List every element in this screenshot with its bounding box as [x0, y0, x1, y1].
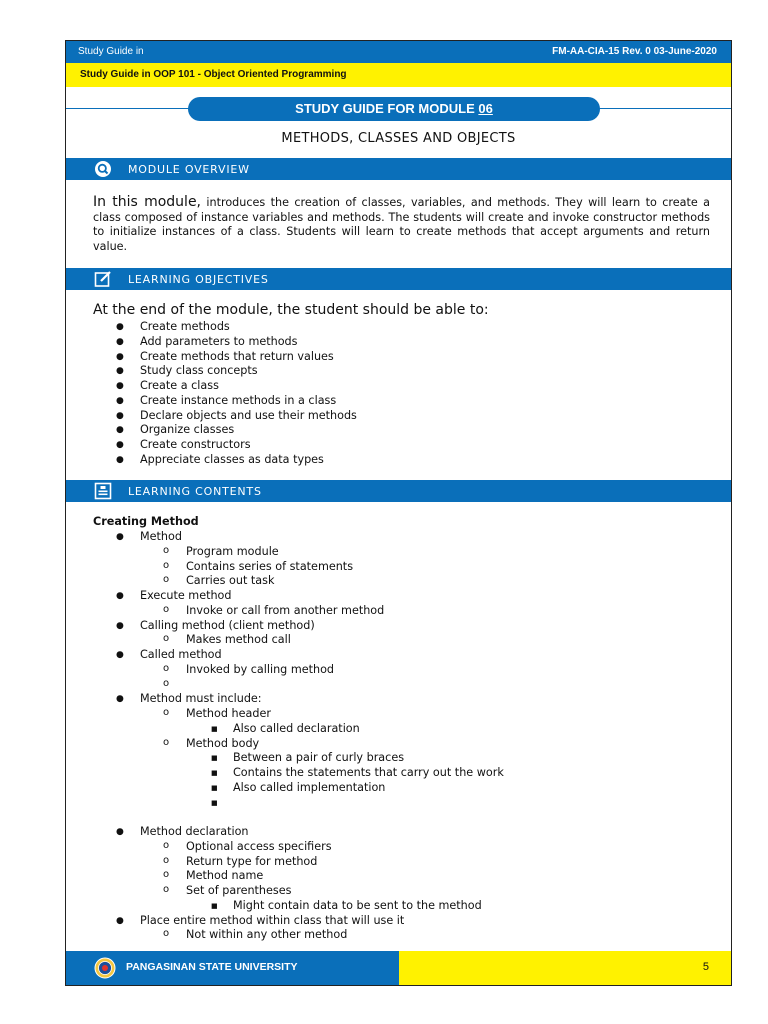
- bullet-icon: ●: [116, 694, 124, 705]
- bullet-icon: ●: [116, 620, 124, 631]
- objective-text: Create a class: [140, 379, 219, 392]
- outline-text: Calling method (client method): [140, 618, 315, 632]
- objective-text: Organize classes: [140, 423, 235, 437]
- study-guide-page: [65, 40, 732, 986]
- bullet-icon: ●: [116, 336, 124, 347]
- bullet-icon: ■: [211, 798, 218, 807]
- footer-blue-band: [66, 951, 399, 985]
- bullet-icon: o: [163, 559, 170, 571]
- outline-text: Carries out task: [186, 574, 275, 588]
- bullet-icon: ■: [211, 754, 218, 763]
- bullet-icon: ●: [116, 351, 124, 362]
- bullet-icon: ●: [116, 591, 124, 601]
- bullet-icon: ●: [116, 440, 124, 450]
- bullet-icon: o: [163, 928, 170, 940]
- section-header-contents: [66, 480, 731, 502]
- outline-text: Contains the statements that carry out the work: [233, 766, 504, 779]
- outline-text: Method: [140, 530, 182, 543]
- bullet-icon: ●: [116, 381, 124, 391]
- outline-text: Set of parentheses: [186, 884, 292, 897]
- objective-text: Add parameters to methods: [140, 334, 298, 348]
- module-number: 06: [478, 101, 493, 116]
- bullet-icon: ■: [211, 769, 218, 777]
- module-subtitle: METHODS, CLASSES AND OBJECTS: [281, 131, 516, 146]
- bullet-icon: o: [163, 884, 170, 895]
- bullet-icon: o: [163, 603, 170, 615]
- bullet-icon: o: [163, 662, 170, 674]
- course-bar: [66, 63, 731, 87]
- university-seal-icon: [94, 957, 116, 979]
- outline-text: Method name: [186, 869, 264, 883]
- contents-heading: Creating Method: [93, 515, 199, 528]
- overview-paragraph: [93, 195, 710, 254]
- bullet-icon: o: [163, 677, 170, 689]
- outline-text: Makes method call: [186, 633, 291, 647]
- bullet-icon: o: [163, 633, 170, 645]
- bullet-icon: ●: [116, 454, 124, 465]
- section-header-overview: [66, 158, 731, 180]
- bullet-icon: ●: [116, 532, 124, 542]
- bullet-icon: ●: [116, 410, 124, 421]
- header-left-text: Study Guide in: [78, 46, 144, 57]
- bullet-icon: ●: [116, 827, 124, 837]
- bullet-icon: ●: [116, 650, 124, 660]
- bullet-icon: ■: [211, 724, 218, 733]
- pencil-edit-icon: [94, 270, 112, 288]
- objective-text: Create methods that return values: [140, 349, 334, 363]
- university-name: PANGASINAN STATE UNIVERSITY: [126, 961, 298, 973]
- outline-text: Invoked by calling method: [186, 662, 335, 676]
- section-label: LEARNING CONTENTS: [128, 485, 262, 498]
- outline-text: Invoke or call from another method: [186, 603, 385, 617]
- bullet-icon: o: [163, 736, 170, 748]
- outline-text: Execute method: [140, 589, 232, 602]
- outline-text: Return type for method: [186, 854, 318, 868]
- outline-text: Optional access specifiers: [186, 839, 332, 853]
- title-rule-left: [66, 108, 191, 109]
- overview-lead: In this module,: [93, 194, 202, 210]
- bullet-icon: o: [163, 839, 170, 851]
- outline-text: Contains series of statements: [186, 559, 354, 573]
- outline-text: Called method: [140, 648, 222, 661]
- course-title: Study Guide in OOP 101 - Object Oriented Programming: [80, 69, 347, 80]
- page-footer: [66, 951, 731, 985]
- objective-text: Study class concepts: [140, 364, 258, 378]
- bullet-icon: o: [163, 707, 170, 718]
- module-title-pill: [188, 97, 600, 121]
- objectives-lead: At the end of the module, the student should be able to:: [93, 302, 489, 318]
- bullet-icon: ■: [211, 901, 218, 910]
- outline-text: Also called declaration: [233, 721, 360, 735]
- bullet-icon: ■: [211, 783, 218, 792]
- module-title-prefix: STUDY GUIDE FOR MODULE: [295, 101, 479, 116]
- objective-text: Create instance methods in a class: [140, 393, 337, 407]
- form-code: FM-AA-CIA-15 Rev. 0 03-June-2020: [552, 46, 717, 57]
- objective-text: Appreciate classes as data types: [140, 452, 324, 466]
- section-header-objectives: [66, 268, 731, 290]
- bullet-icon: ●: [116, 915, 124, 926]
- bullet-icon: o: [163, 854, 170, 866]
- bullet-icon: o: [163, 574, 170, 586]
- outline-text: Between a pair of curly braces: [233, 751, 405, 765]
- objective-text: Create constructors: [140, 438, 251, 451]
- section-label: LEARNING OBJECTIVES: [128, 273, 269, 286]
- outline-text: Program module: [186, 544, 279, 558]
- bullet-icon: ●: [116, 366, 124, 377]
- page-number: 5: [702, 961, 709, 973]
- module-title-banner: [66, 97, 731, 121]
- outline-text: Method body: [186, 736, 260, 750]
- outline-text: Place entire method within class that will use it: [140, 913, 405, 927]
- outline-text: Might contain data to be sent to the method: [233, 898, 482, 912]
- document-icon: [94, 482, 112, 500]
- bullet-icon: o: [163, 869, 170, 881]
- magnifier-icon: [94, 160, 112, 178]
- outline-text: Also called implementation: [233, 780, 386, 794]
- outline-text: Not within any other method: [186, 928, 348, 942]
- objective-text: Create methods: [140, 320, 230, 333]
- outline-text: Method header: [186, 707, 271, 720]
- bullet-icon: ●: [116, 395, 124, 406]
- document-header-bar: [66, 41, 731, 63]
- bullet-icon: ●: [116, 322, 124, 332]
- bullet-icon: ●: [116, 425, 124, 436]
- footer-yellow-band: [399, 951, 731, 985]
- section-label: MODULE OVERVIEW: [128, 163, 250, 176]
- overview-text: introduces the creation of classes, variables, and methods. They will learn to create a class composed of instance variables and methods. The students will create and invoke constructor methods to initialize instances of a class. Students will learn to create methods that accept arguments and return value.: [93, 196, 710, 253]
- objective-text: Declare objects and use their methods: [140, 408, 357, 422]
- outline-text: Method must include:: [140, 692, 262, 706]
- bullet-icon: o: [163, 544, 170, 556]
- outline-text: Method declaration: [140, 825, 249, 838]
- title-rule-right: [596, 108, 731, 109]
